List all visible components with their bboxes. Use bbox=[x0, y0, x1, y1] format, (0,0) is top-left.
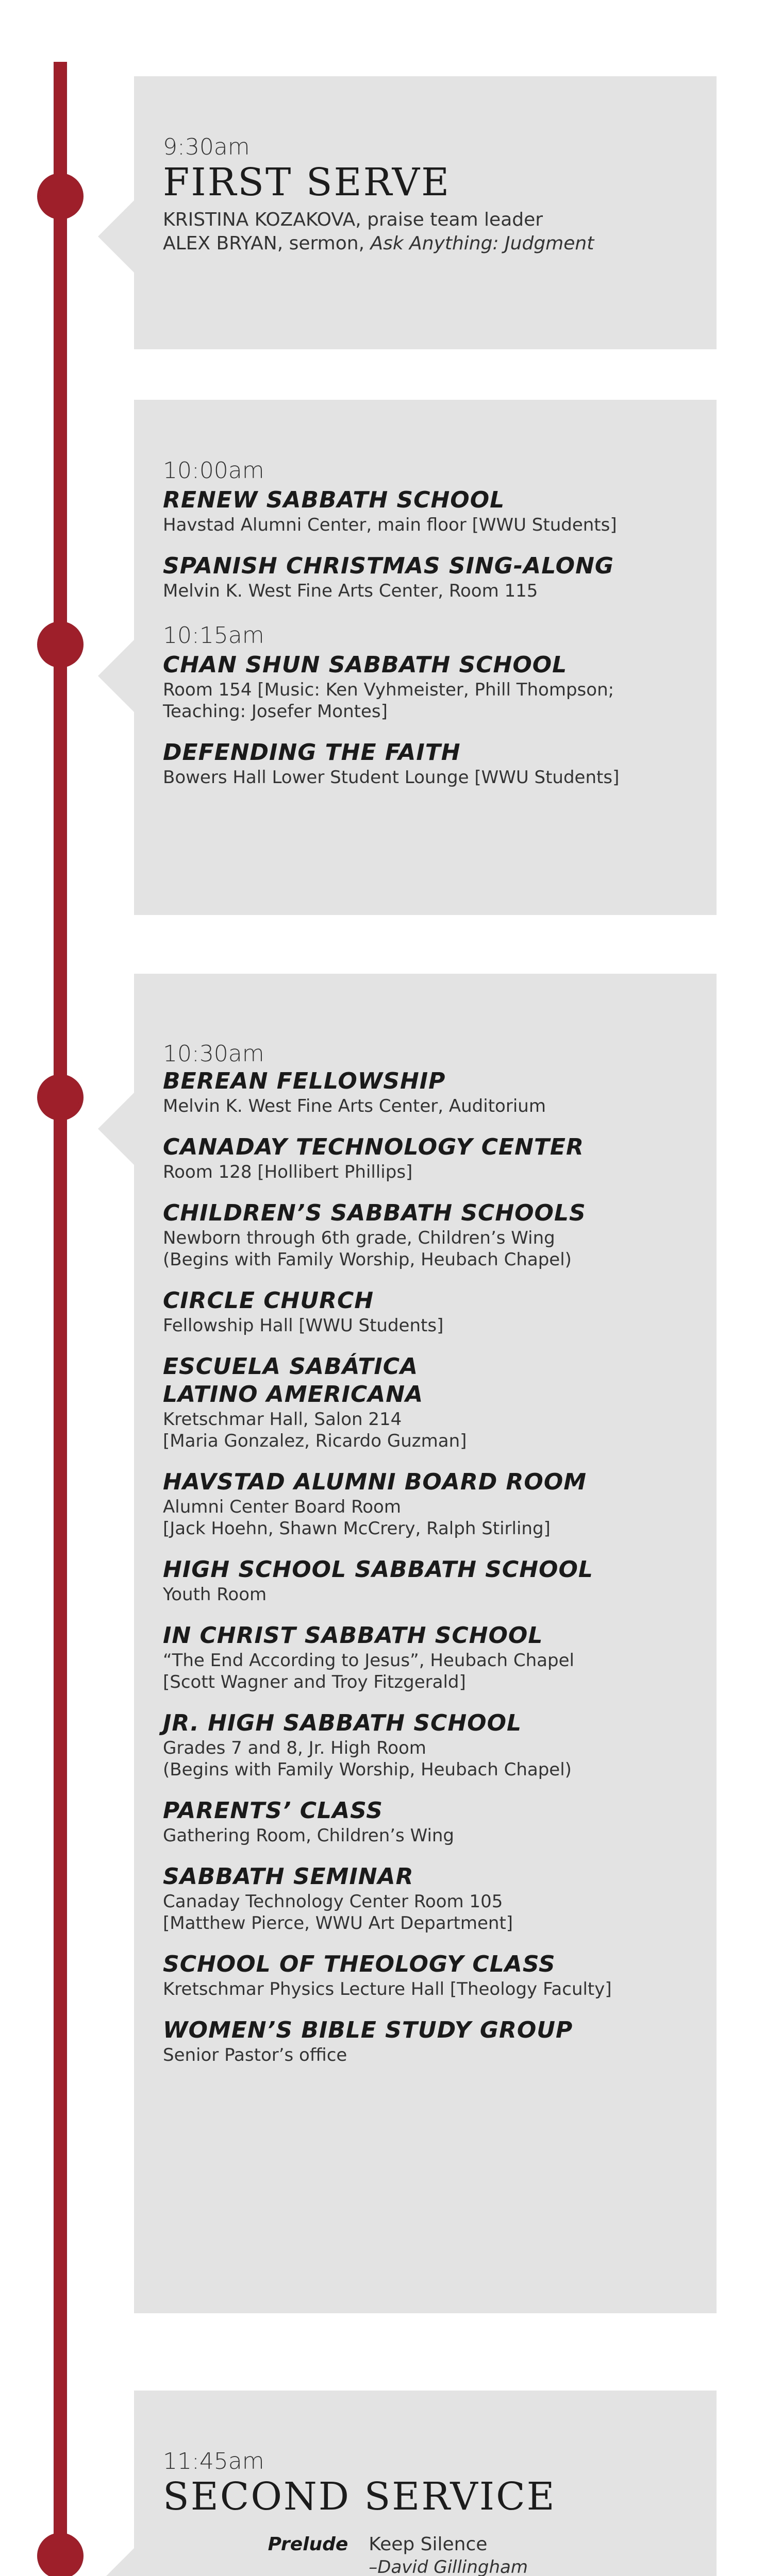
panel-pointer bbox=[98, 2548, 134, 2576]
session-title: HIGH SCHOOL SABBATH SCHOOL bbox=[163, 1556, 593, 1583]
session-title: CHAN SHUN SABBATH SCHOOL bbox=[163, 652, 568, 678]
session-time: 10:15am bbox=[163, 622, 264, 649]
timeline-marker-second-service bbox=[37, 2533, 84, 2576]
session-item bbox=[163, 1287, 688, 1336]
order-row bbox=[163, 2533, 688, 2576]
session-title: IN CHRIST SABBATH SCHOOL bbox=[163, 1622, 543, 1649]
first-serve-title: FIRST SERVE bbox=[163, 160, 451, 205]
early-sessions-panel bbox=[134, 400, 717, 915]
session-detail: [Scott Wagner and Troy Fitzgerald] bbox=[163, 1672, 466, 1692]
session-item bbox=[163, 1863, 688, 1934]
session-title: PARENTS’ CLASS bbox=[163, 1798, 383, 1824]
sabbath-school-time: 10:30am bbox=[163, 1041, 264, 1067]
session-detail: Melvin K. West Fine Arts Center, Auditorium bbox=[163, 1096, 546, 1116]
session-detail: “The End According to Jesus”, Heubach Chapel bbox=[163, 1650, 574, 1671]
session-detail: Grades 7 and 8, Jr. High Room bbox=[163, 1738, 426, 1758]
first-serve-panel bbox=[134, 76, 717, 349]
session-title: BEREAN FELLOWSHIP bbox=[163, 1068, 446, 1094]
session-item bbox=[163, 1353, 688, 1452]
session-title: SPANISH CHRISTMAS SING-ALONG bbox=[163, 553, 614, 579]
sabbath-school-panel bbox=[134, 974, 717, 2313]
order-label: Prelude bbox=[268, 2534, 348, 2555]
session-item bbox=[163, 1199, 688, 1270]
order-value-line: Keep Silence bbox=[369, 2534, 488, 2555]
session-item bbox=[163, 1797, 688, 1846]
timeline-bar bbox=[54, 62, 67, 2576]
session-title: WOMEN’S BIBLE STUDY GROUP bbox=[163, 2017, 573, 2043]
session-title: HAVSTAD ALUMNI BOARD ROOM bbox=[163, 1469, 587, 1495]
session-item bbox=[163, 1067, 688, 1117]
panel-pointer bbox=[98, 640, 134, 712]
session-title: JR. HIGH SABBATH SCHOOL bbox=[163, 1710, 522, 1736]
session-item bbox=[163, 2016, 688, 2066]
session-detail: Bowers Hall Lower Student Lounge [WWU Students] bbox=[163, 767, 620, 788]
session-detail: Kretschmar Hall, Salon 214 bbox=[163, 1409, 402, 1430]
session-item bbox=[163, 1709, 688, 1781]
session-item bbox=[163, 1622, 688, 1693]
session-detail: Alumni Center Board Room bbox=[163, 1497, 401, 1517]
session-title: CIRCLE CHURCH bbox=[163, 1287, 374, 1314]
order-of-service bbox=[163, 2533, 688, 2576]
first-serve-sermon-line: ALEX BRYAN, sermon, Ask Anything: Judgment bbox=[163, 233, 594, 254]
session-detail: Canaday Technology Center Room 105 bbox=[163, 1891, 503, 1912]
time-group bbox=[163, 457, 688, 602]
session-title: RENEW SABBATH SCHOOL bbox=[163, 487, 505, 513]
session-detail: Kretschmar Physics Lecture Hall [Theology Faculty] bbox=[163, 1979, 612, 1999]
session-item bbox=[163, 486, 688, 536]
session-detail: Gathering Room, Children’s Wing bbox=[163, 1825, 455, 1846]
first-serve-leader: KRISTINA KOZAKOVA, praise team leader bbox=[163, 209, 543, 230]
time-group bbox=[163, 622, 688, 788]
session-item bbox=[163, 1556, 688, 1605]
session-title: SABBATH SEMINAR bbox=[163, 1863, 414, 1890]
session-title: SCHOOL OF THEOLOGY CLASS bbox=[163, 1951, 556, 1977]
second-service-time: 11:45am bbox=[163, 2448, 264, 2475]
session-title: LATINO AMERICANA bbox=[163, 1381, 424, 1408]
session-item bbox=[163, 1468, 688, 1539]
second-service-panel bbox=[134, 2391, 717, 2576]
timeline-marker-1015 bbox=[37, 621, 84, 668]
session-detail: Senior Pastor’s office bbox=[163, 2045, 347, 2065]
second-service-title: SECOND SERVICE bbox=[163, 2475, 556, 2519]
first-serve-sermon-title: Ask Anything: Judgment bbox=[370, 233, 594, 254]
session-detail: Youth Room bbox=[163, 1584, 267, 1605]
session-time: 10:00am bbox=[163, 457, 264, 484]
timeline-marker-first-serve bbox=[37, 173, 84, 219]
session-detail: Room 154 [Music: Ken Vyhmeister, Phill Thompson; bbox=[163, 680, 614, 700]
session-title: DEFENDING THE FAITH bbox=[163, 739, 461, 766]
timeline-marker-1030 bbox=[37, 1074, 84, 1121]
order-value-line: –David Gillingham bbox=[369, 2557, 528, 2576]
session-title: ESCUELA SABÁTICA bbox=[163, 1353, 419, 1380]
session-item bbox=[163, 739, 688, 788]
panel-pointer bbox=[98, 200, 134, 273]
session-title: CHILDREN’S SABBATH SCHOOLS bbox=[163, 1200, 586, 1226]
session-detail: (Begins with Family Worship, Heubach Chapel) bbox=[163, 1249, 572, 1270]
session-detail: Melvin K. West Fine Arts Center, Room 115 bbox=[163, 581, 538, 601]
session-item bbox=[163, 1133, 688, 1183]
first-serve-time: 9:30am bbox=[163, 134, 250, 160]
session-detail: [Matthew Pierce, WWU Art Department] bbox=[163, 1913, 513, 1934]
order-value bbox=[369, 2533, 688, 2576]
session-detail: Fellowship Hall [WWU Students] bbox=[163, 1315, 444, 1336]
session-item bbox=[163, 1951, 688, 2000]
session-title: CANADAY TECHNOLOGY CENTER bbox=[163, 1134, 584, 1160]
session-detail: Room 128 [Hollibert Phillips] bbox=[163, 1162, 413, 1182]
session-detail: Newborn through 6th grade, Children’s Wing bbox=[163, 1228, 555, 1248]
panel-pointer bbox=[98, 1093, 134, 1165]
session-detail: Havstad Alumni Center, main floor [WWU Students] bbox=[163, 515, 617, 535]
session-detail: Teaching: Josefer Montes] bbox=[163, 701, 388, 722]
session-detail: [Jack Hoehn, Shawn McCrery, Ralph Stirling] bbox=[163, 1518, 551, 1539]
session-detail: [Maria Gonzalez, Ricardo Guzman] bbox=[163, 1431, 467, 1451]
session-item bbox=[163, 651, 688, 722]
session-detail: (Begins with Family Worship, Heubach Chapel) bbox=[163, 1759, 572, 1780]
session-item bbox=[163, 552, 688, 602]
